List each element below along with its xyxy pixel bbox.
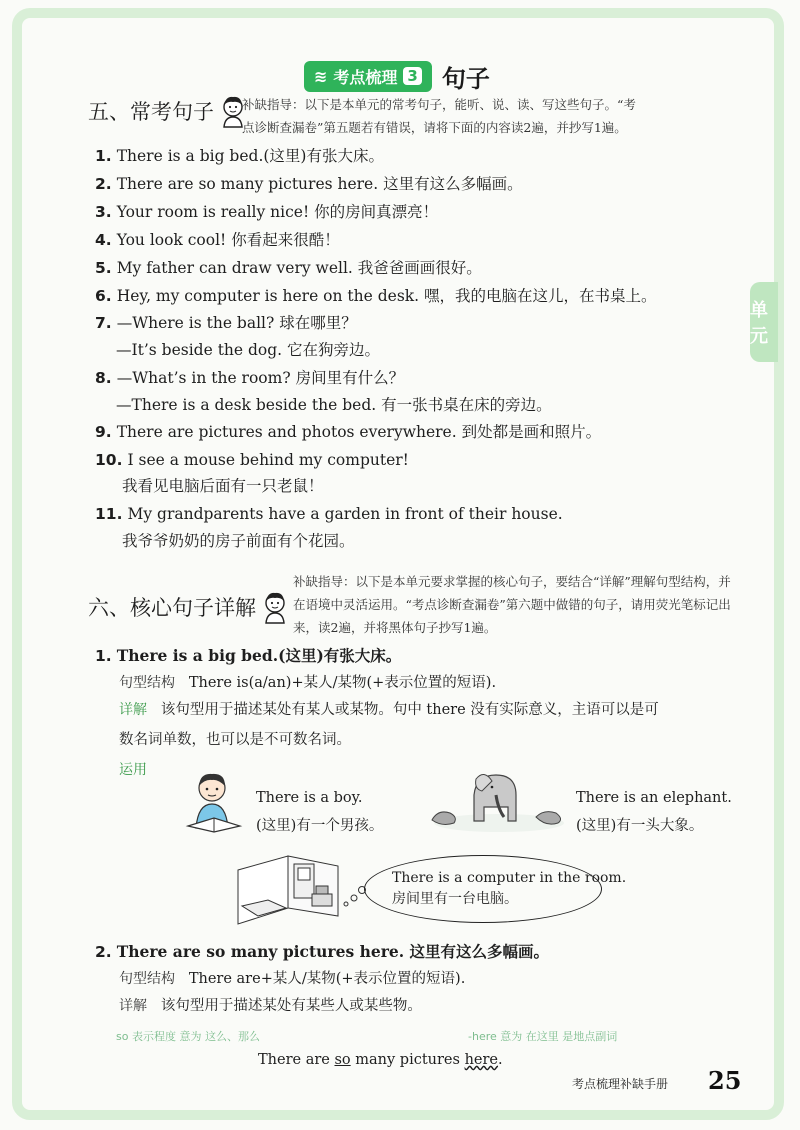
- underlined-so: so: [334, 1052, 351, 1068]
- detail-text: 该句型用于描述某处有某人或某物。句中 there 没有实际意义，主语可以是可: [160, 702, 659, 718]
- annotated-sentence: There are so many pictures here.: [258, 1052, 503, 1068]
- example-boy-en: There is a boy.: [256, 790, 363, 806]
- structure-label: 句型结构: [119, 971, 175, 987]
- side-tab: 单元: [750, 282, 778, 362]
- underlined-here: here: [464, 1052, 499, 1068]
- section-5-heading: [88, 94, 248, 128]
- core-sentence-2: 2. There are so many pictures here. 这里有这么多幅画。: [95, 942, 550, 961]
- structure-row-1: [119, 673, 496, 693]
- example-computer-zh: 房间里有一台电脑。: [392, 891, 518, 907]
- page-header: [304, 60, 490, 92]
- sentence-item-answer: —There is a desk beside the bed. 有一张书桌在床的旁边。: [116, 396, 552, 414]
- example-elephant-en: There is an elephant.: [576, 790, 732, 806]
- handwritten-note-so: so 表示程度 意为 这么、那么: [116, 1030, 260, 1043]
- boy-reading-illustration: [178, 768, 248, 838]
- sentence-item: 3. Your room is really nice! 你的房间真漂亮！: [95, 203, 439, 221]
- sentence-item: 4. You look cool! 你看起来很酷！: [95, 231, 340, 249]
- sentence-item: 2. There are so many pictures here. 这里有这么多幅画。: [95, 175, 523, 193]
- sentence-item: 11. My grandparents have a garden in front of their house.: [95, 505, 563, 523]
- sentence-item: 7. —Where is the ball? 球在哪里？: [95, 314, 357, 332]
- header-badge-number: 3: [403, 67, 421, 85]
- structure-text: There is(a/an)+某人/某物(+表示位置的短语).: [188, 675, 497, 691]
- structure-row-2: [119, 969, 465, 989]
- section-6-tip: 补缺指导：以下是本单元要求掌握的核心句子，要结合“详解”理解句型结构，并在语境中灵活运用。“考点诊断查漏卷”第六题中做错的句子，请用荧光笔标记出来，读2遍，并将黑体句子抄写1遍。: [293, 574, 731, 635]
- detail-row-1b: 数名词单数，也可以是不可数名词。: [119, 732, 351, 748]
- detail-label: 详解: [119, 998, 147, 1014]
- sentence-item-answer: —It’s beside the dog. 它在狗旁边。: [116, 341, 381, 359]
- header-badge: [304, 61, 432, 92]
- detail-row-2: [119, 996, 422, 1016]
- example-boy-zh: (这里)有一个男孩。: [256, 818, 384, 834]
- detail-row-1: [119, 700, 659, 720]
- sentence-item-translation: 我看见电脑后面有一只老鼠！: [122, 477, 324, 495]
- usage-label: 运用: [119, 762, 147, 778]
- page-title: 句子: [441, 64, 490, 93]
- sentence-item: 6. Hey, my computer is here on the desk. 嘿，我的电脑在这儿，在书桌上。: [95, 287, 657, 305]
- example-elephant-zh: (这里)有一头大象。: [576, 818, 704, 834]
- footer-book-title: 考点梳理补缺手册: [572, 1077, 669, 1091]
- detail-label: 详解: [119, 702, 147, 718]
- sentence-item-translation: 我爷爷奶奶的房子前面有个花园。: [122, 532, 355, 550]
- student-avatar-icon: [260, 590, 290, 624]
- section-6-title: 六、核心句子详解: [88, 596, 256, 620]
- elephant-illustration: [424, 765, 574, 835]
- structure-text: There are+某人/某物(+表示位置的短语).: [188, 971, 466, 987]
- handwritten-note-here: -here 意为 在这里 是地点副词: [468, 1030, 618, 1043]
- sentence-item: 1. There is a big bed.(这里)有张大床。: [95, 147, 384, 165]
- page-number: 25: [708, 1066, 742, 1095]
- detail-text: 该句型用于描述某处有某些人或某些物。: [160, 998, 422, 1014]
- core-sentence-1: 1. There is a big bed.(这里)有张大床。: [95, 646, 402, 665]
- sentence-item: 5. My father can draw very well. 我爸爸画画很好。: [95, 259, 482, 277]
- sentence-item: 10. I see a mouse behind my computer!: [95, 451, 409, 469]
- section-5-title: 五、常考句子: [88, 100, 214, 124]
- wave-icon: ≋: [314, 66, 328, 86]
- section-6-heading: [88, 590, 290, 624]
- structure-label: 句型结构: [119, 675, 175, 691]
- sentence-item: 9. There are pictures and photos everywhere. 到处都是画和照片。: [95, 423, 602, 441]
- speech-bubble-text: [392, 868, 626, 910]
- room-illustration: [228, 850, 368, 930]
- header-badge-text: 考点梳理: [333, 67, 398, 87]
- sentence-item: 8. —What’s in the room? 房间里有什么？: [95, 369, 405, 387]
- section-5-tip: 补缺指导：以下是本单元的常考句子，能听、说、读、写这些句子。“考点诊断查漏卷”第五题若有错误，请将下面的内容读2遍，并抄写1遍。: [242, 97, 636, 135]
- example-computer-en: There is a computer in the room.: [392, 870, 627, 886]
